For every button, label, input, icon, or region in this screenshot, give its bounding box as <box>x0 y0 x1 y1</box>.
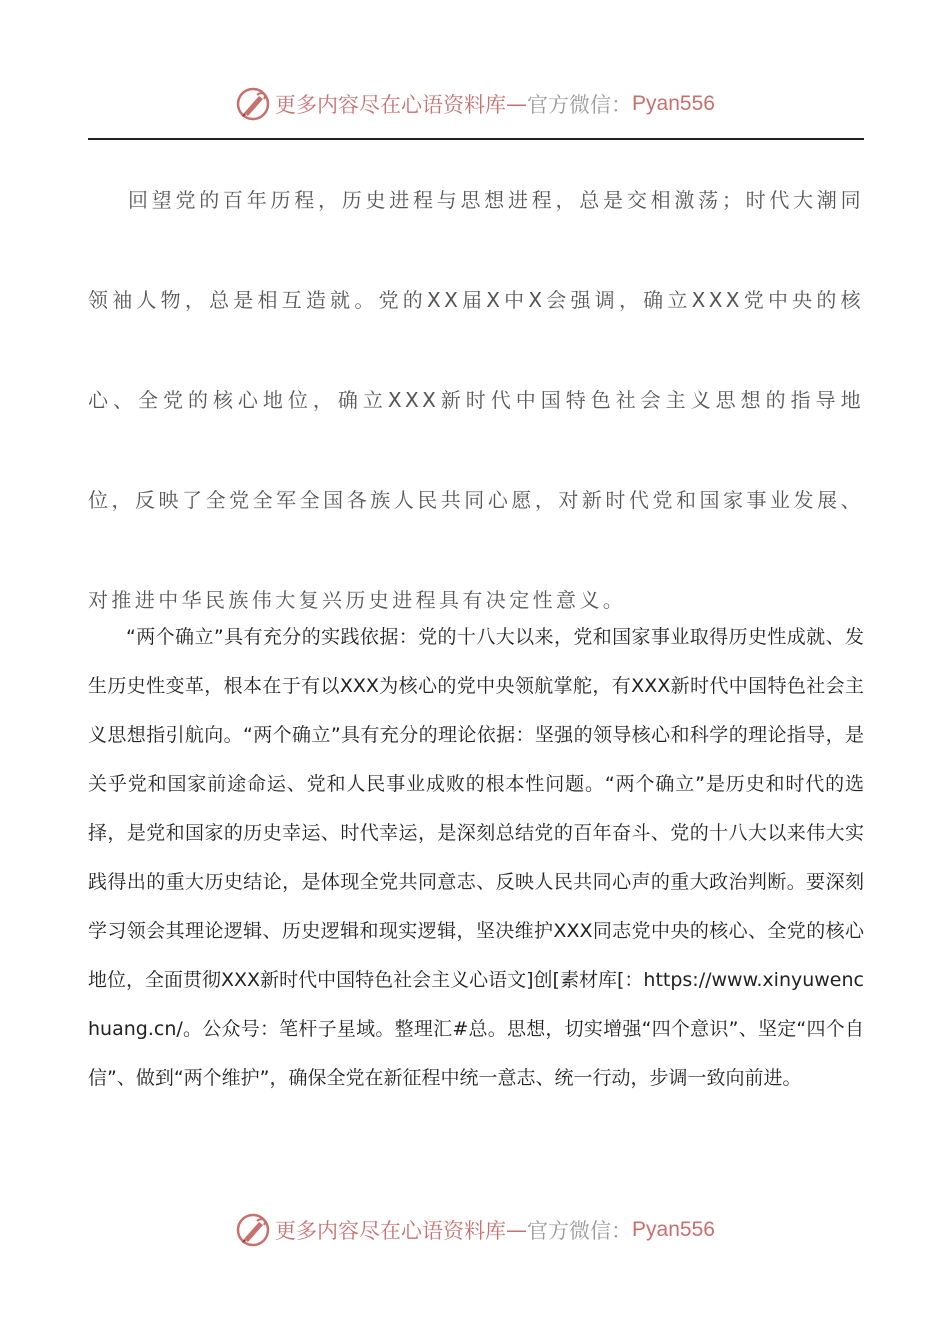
pen-logo-icon <box>235 1212 271 1248</box>
footer-banner <box>0 1210 950 1250</box>
banner-main-text: 更多内容尽在心语资料库 <box>275 93 507 117</box>
banner-dash: — <box>506 1218 528 1242</box>
pen-logo-icon <box>235 86 271 122</box>
header-banner <box>0 84 950 124</box>
paragraph-2: “两个确立”具有充分的实践依据：党的十八大以来，党和国家事业取得历史性成就、发生历史性变革，根本在于有以XXX为核心的党中央领航掌舵，有XXX新时代中国特色社会主义思想指引航向。“两个确立”具有充分的理论依据：坚强的领导核心和科学的理论指导，是关乎党和国家前途命运、党和人民事业成败的根本性问题。“两个确立”是历史和时代的选择，是党和国家的历史幸运、时代幸运，是深刻总结党的百年奋斗、党的十八大以来伟大实践得出的重大历史结论，是体现全党共同意志、反映人民共同心声的重大政治判断。要深刻学习领会其理论逻辑、历史逻辑和现实逻辑，坚决维护XXX同志党中央的核心、全党的核心地位，全面贯彻XXX新时代中国特色社会主义心语文]创[素材库[：https://www.xinyuwenchuang.cn/。公众号：笔杆子星域。整理汇#总。思想，切实增强“四个意识”、坚定“四个自信”、做到“两个维护”，确保全党在新征程中统一意志、统一行动，步调一致向前进。 <box>88 626 864 1089</box>
banner-label: 官方微信： <box>527 1219 633 1243</box>
banner-label: 官方微信： <box>527 93 633 117</box>
banner-wechat-id: Pyan556 <box>632 92 715 115</box>
banner-dash: — <box>506 92 528 116</box>
header-divider <box>88 138 864 140</box>
banner-main-text: 更多内容尽在心语资料库 <box>275 1219 507 1243</box>
banner-wechat-id: Pyan556 <box>632 1218 715 1241</box>
paragraph-1: 回望党的百年历程，历史进程与思想进程，总是交相激荡；时代大潮同领袖人物，总是相互造就。党的XX届X中X会强调，确立XXX党中央的核心、全党的核心地位，确立XXX新时代中国特色社会主义思想的指导地位，反映了全党全军全国各族人民共同心愿，对新时代党和国家事业发展、对推进中华民族伟大复兴历史进程具有决定性意义。 <box>88 188 864 612</box>
